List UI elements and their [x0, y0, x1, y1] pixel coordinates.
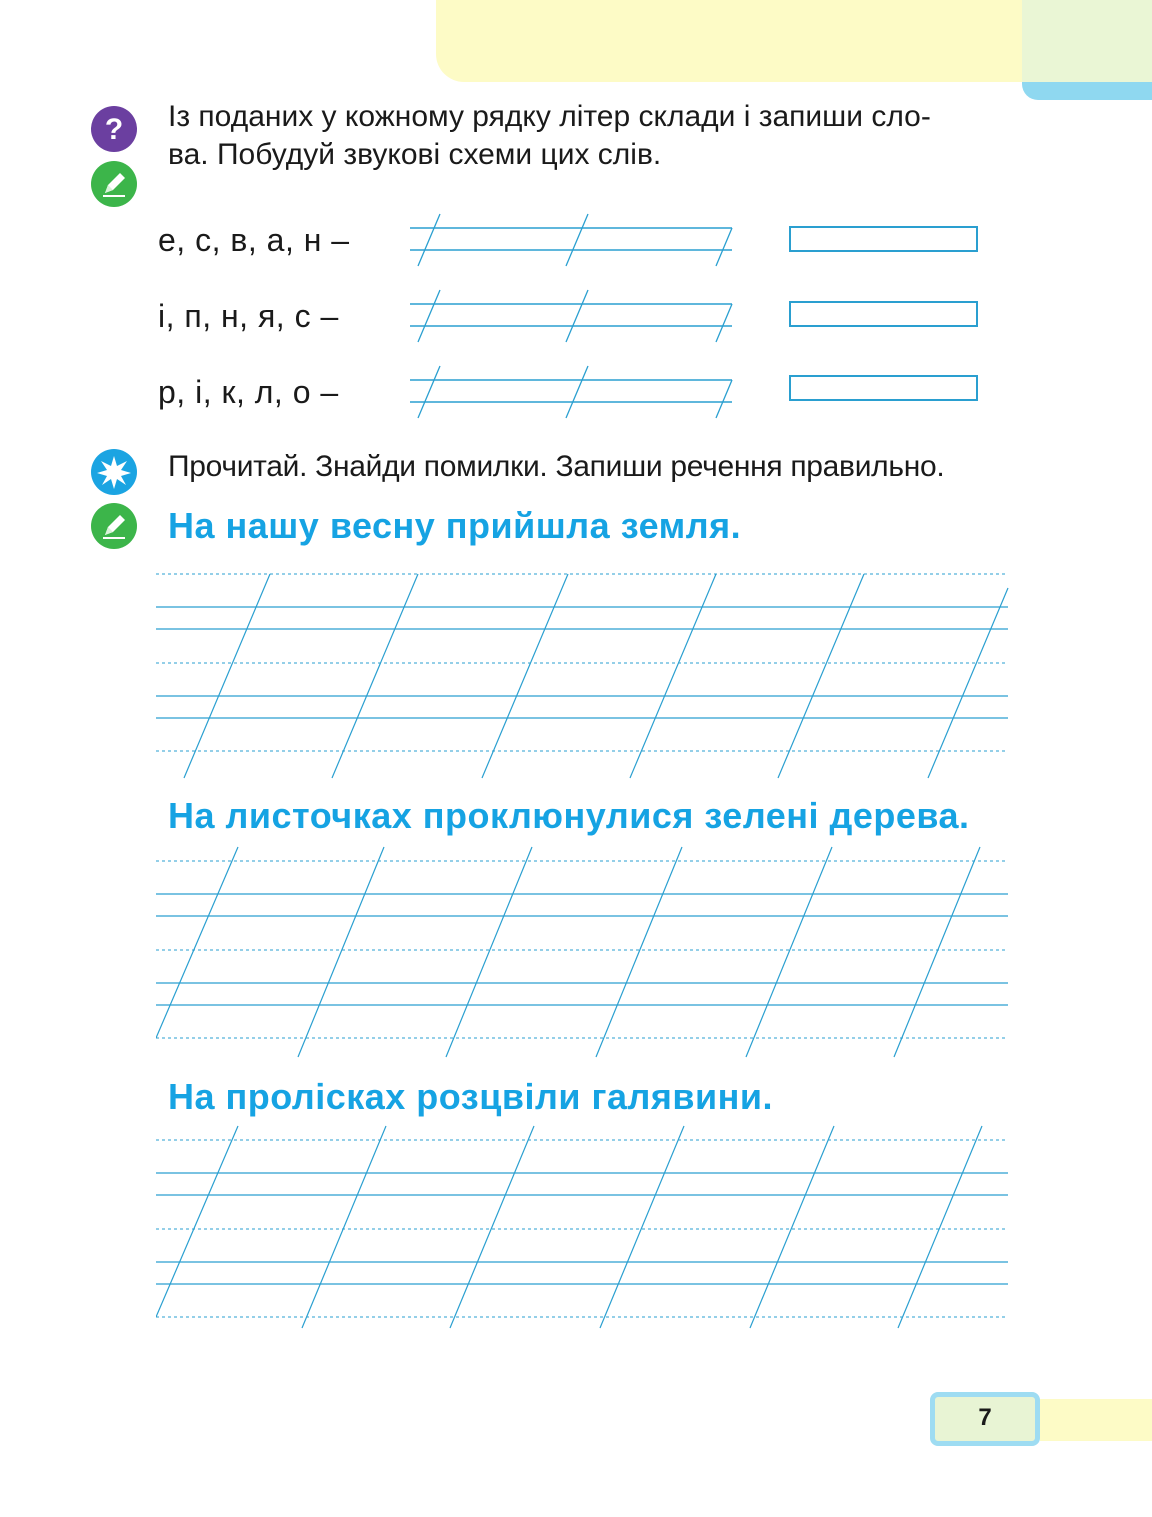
header-band-corner: [1022, 0, 1152, 82]
sound-scheme-box-1[interactable]: [789, 226, 978, 252]
svg-text:?: ?: [104, 113, 124, 146]
pencil-icon: [90, 502, 138, 550]
sound-scheme-box-3[interactable]: [789, 375, 978, 401]
letter-set-2: і, п, н, я, с –: [158, 298, 339, 334]
writing-grid-3[interactable]: [156, 1124, 1012, 1330]
pencil-icon: [90, 160, 138, 208]
sentence-2: На листочках проклюнулися зелені дерева.: [168, 795, 970, 836]
writing-grid-1[interactable]: [156, 570, 1012, 782]
sound-scheme-box-2[interactable]: [789, 301, 978, 327]
page-number: 7: [978, 1404, 992, 1431]
writing-line-3[interactable]: [410, 364, 740, 420]
star-icon: [90, 448, 138, 496]
task1-instruction-line1: Із поданих у кожному рядку літер склади і запиши сло-: [168, 100, 931, 133]
letter-set-3: р, і, к, л, о –: [158, 374, 339, 410]
footer-band: [1040, 1399, 1152, 1441]
sentence-1: На нашу весну прийшла земля.: [168, 505, 742, 546]
writing-grid-2[interactable]: [156, 845, 1012, 1061]
writing-line-2[interactable]: [410, 288, 740, 344]
task1-instruction-line2: ва. Побудуй звукові схеми цих слів.: [168, 138, 662, 171]
header-band-accent: [1022, 82, 1152, 100]
task2-instruction: Прочитай. Знайди помилки. Запиши речення правильно.: [168, 450, 945, 483]
sentence-3: На пролісках розцвіли галявини.: [168, 1076, 773, 1117]
letter-set-1: е, с, в, а, н –: [158, 222, 350, 258]
question-icon: [90, 105, 138, 153]
writing-line-1[interactable]: [410, 212, 740, 268]
